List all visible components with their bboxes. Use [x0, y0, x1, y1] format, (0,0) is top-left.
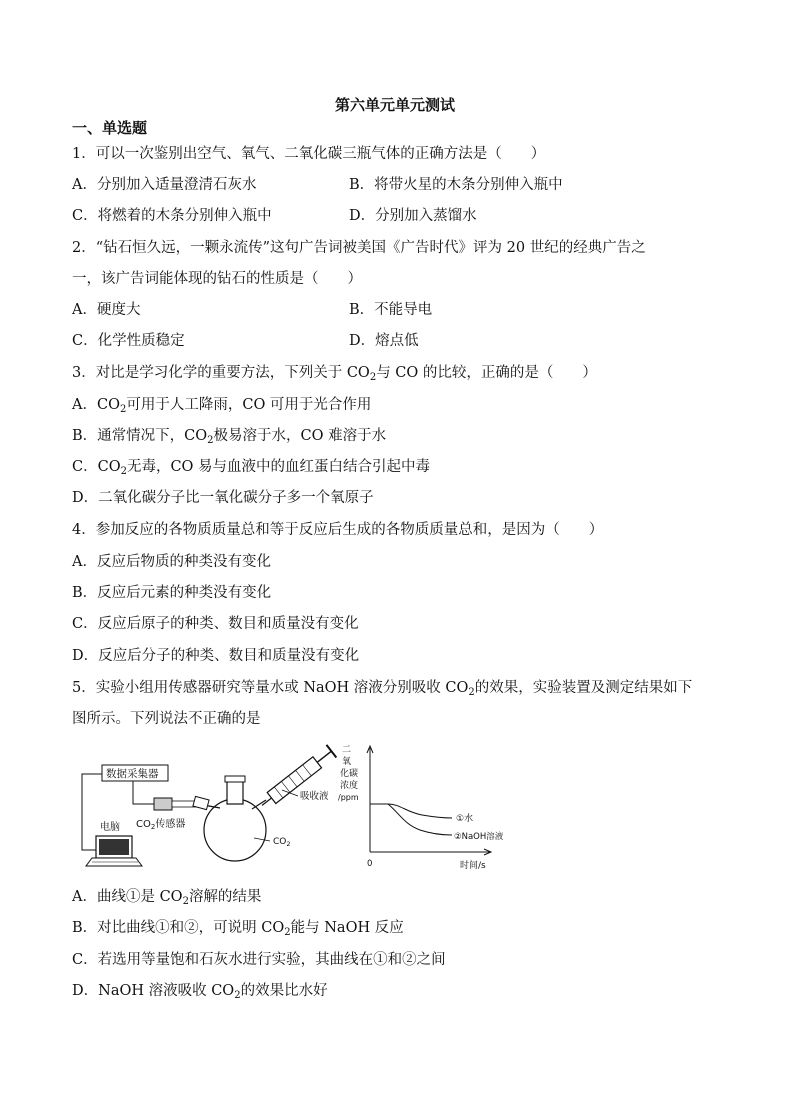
- q1-option-a[interactable]: A．分别加入适量澄清石灰水: [72, 177, 257, 193]
- q5-option-b[interactable]: B．对比曲线①和②，可说明 $CO_2$能与 NaOH 反应: [72, 920, 404, 938]
- q2-option-c[interactable]: C．化学性质稳定: [72, 333, 185, 349]
- q1-option-d[interactable]: D．分别加入蒸馏水: [349, 208, 477, 224]
- q1-option-b[interactable]: B．将带火星的木条分别伸入瓶中: [349, 177, 563, 193]
- absorbent-label: 吸收液: [300, 791, 329, 802]
- curve-water: [370, 804, 452, 818]
- q4-option-b[interactable]: B．反应后元素的种类没有变化: [72, 585, 272, 601]
- x-axis-label: 时间/s: [460, 861, 486, 871]
- q5-option-c[interactable]: C．若选用等量饱和石灰水进行实验，其曲线在①和②之间: [72, 952, 446, 968]
- computer-label: 电脑: [100, 822, 120, 833]
- q1-stem: 1．可以一次鉴别出空气、氧气、二氧化碳三瓶气体的正确方法是（ ）: [72, 146, 546, 162]
- experiment-figure: [70, 742, 530, 872]
- q5-stem-line2: 图所示。下列说法不正确的是: [72, 711, 261, 727]
- cable-sensor: [133, 781, 154, 804]
- sensor-body: [154, 798, 172, 810]
- q3-stem: 3．对比是学习化学的重要方法，下列关于 $CO_2$与 CO 的比较，正确的是（ ）: [72, 365, 597, 383]
- section-heading: 一、单选题: [72, 119, 148, 137]
- q2-stem-line2: 一，该广告词能体现的钻石的性质是（ ）: [72, 271, 362, 287]
- q4-option-c[interactable]: C．反应后原子的种类、数目和质量没有变化: [72, 616, 359, 632]
- flask-gas-label: $CO_2$: [273, 837, 291, 848]
- q5-stem-line1: 5．实验小组用传感器研究等量水或 NaOH 溶液分别吸收 $CO_2$的效果，实验装置及测定结果如下: [72, 680, 693, 698]
- y-axis-label-2: 氧: [342, 757, 352, 767]
- q3-option-c[interactable]: C．$CO_2$无毒，CO 易与血液中的血红蛋白结合引起中毒: [72, 459, 431, 477]
- curve-naoh-label: ②NaOH溶液: [454, 832, 504, 842]
- q4-option-a[interactable]: A．反应后物质的种类没有变化: [72, 554, 271, 570]
- q4-option-d[interactable]: D．反应后分子的种类、数目和质量没有变化: [72, 648, 360, 664]
- y-axis-label-4: 浓度: [340, 781, 359, 791]
- q5-option-d[interactable]: D．NaOH 溶液吸收 $CO_2$的效果比水好: [72, 983, 328, 1001]
- q3-option-a[interactable]: A．$CO_2$可用于人工降雨，CO 可用于光合作用: [72, 397, 372, 415]
- data-collector-label: 数据采集器: [106, 768, 159, 780]
- q2-option-b[interactable]: B．不能导电: [349, 302, 433, 318]
- q2-stem-line1: 2．“钻石恒久远，一颗永流传”这句广告词被美国《广告时代》评为 20 世纪的经典广告之: [72, 240, 646, 256]
- computer-icon: [86, 836, 142, 866]
- q4-stem: 4．参加反应的各物质质量总和等于反应后生成的各物质质量总和，是因为（ ）: [72, 522, 604, 538]
- q3-option-d[interactable]: D．二氧化碳分子比一氧化碳分子多一个氧原子: [72, 490, 374, 506]
- q5-option-a[interactable]: A．曲线①是 $CO_2$溶解的结果: [72, 889, 262, 907]
- round-bottom-flask: [193, 776, 266, 861]
- y-axis-label-3: 化碳: [340, 769, 359, 779]
- q2-option-d[interactable]: D．熔点低: [349, 333, 419, 349]
- graph-origin: 0: [367, 859, 373, 869]
- q3-option-b[interactable]: B．通常情况下，$CO_2$极易溶于水，CO 难溶于水: [72, 428, 387, 446]
- y-axis-label-5: /ppm: [338, 793, 359, 802]
- y-axis-label-1: 二: [342, 745, 352, 755]
- sensor-label: $CO_2$传感器: [136, 819, 186, 831]
- q2-option-a[interactable]: A．硬度大: [72, 302, 141, 318]
- page-title: 第六单元单元测试: [334, 96, 455, 114]
- curve-naoh: [388, 804, 452, 835]
- curve-water-label: ①水: [456, 814, 474, 824]
- q1-option-c[interactable]: C．将燃着的木条分别伸入瓶中: [72, 208, 272, 224]
